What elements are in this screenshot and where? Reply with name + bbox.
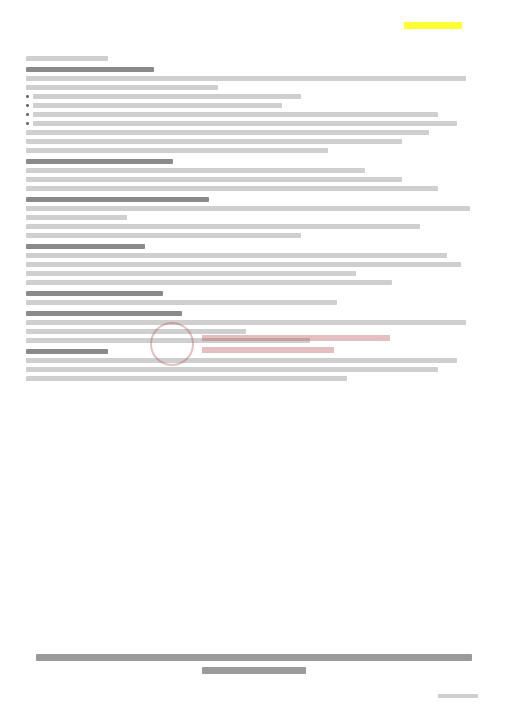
page-number (438, 694, 478, 698)
bullet-icon (26, 113, 29, 116)
section-heading (26, 197, 209, 202)
list-item (26, 94, 301, 99)
text-line (26, 85, 218, 90)
text-line (26, 177, 402, 182)
text-line (26, 253, 447, 258)
closing-statement (36, 648, 472, 680)
text-line (26, 233, 301, 238)
text-line (26, 262, 461, 267)
list-item (26, 112, 438, 117)
certificate-header (402, 22, 464, 29)
text-line (26, 215, 127, 220)
text-line (26, 271, 356, 276)
bullet-icon (26, 95, 29, 98)
text-line (202, 667, 307, 674)
list-item (26, 121, 457, 126)
text-line (26, 206, 470, 211)
text-line (26, 130, 429, 135)
bullet-icon (26, 122, 29, 125)
watermark (150, 320, 390, 368)
watermark-lettering (202, 329, 390, 359)
section-heading (26, 67, 154, 72)
section-heading (26, 159, 173, 164)
text-line (26, 186, 438, 191)
text-line (26, 300, 337, 305)
text-line (26, 376, 347, 381)
certificate-number-row (402, 22, 464, 29)
text-line (26, 224, 420, 229)
section-heading (26, 244, 145, 249)
section-heading (26, 291, 163, 296)
section-heading (26, 349, 108, 354)
text-line (26, 168, 365, 173)
section-heading (26, 311, 182, 316)
text-line (36, 654, 472, 661)
text-line (26, 148, 328, 153)
redaction-highlight (404, 22, 462, 29)
text-line (26, 56, 108, 61)
list-item (26, 103, 282, 108)
text-line (26, 280, 392, 285)
seal-icon (150, 322, 194, 366)
text-line (26, 76, 466, 81)
bullet-icon (26, 104, 29, 107)
text-line (26, 139, 402, 144)
